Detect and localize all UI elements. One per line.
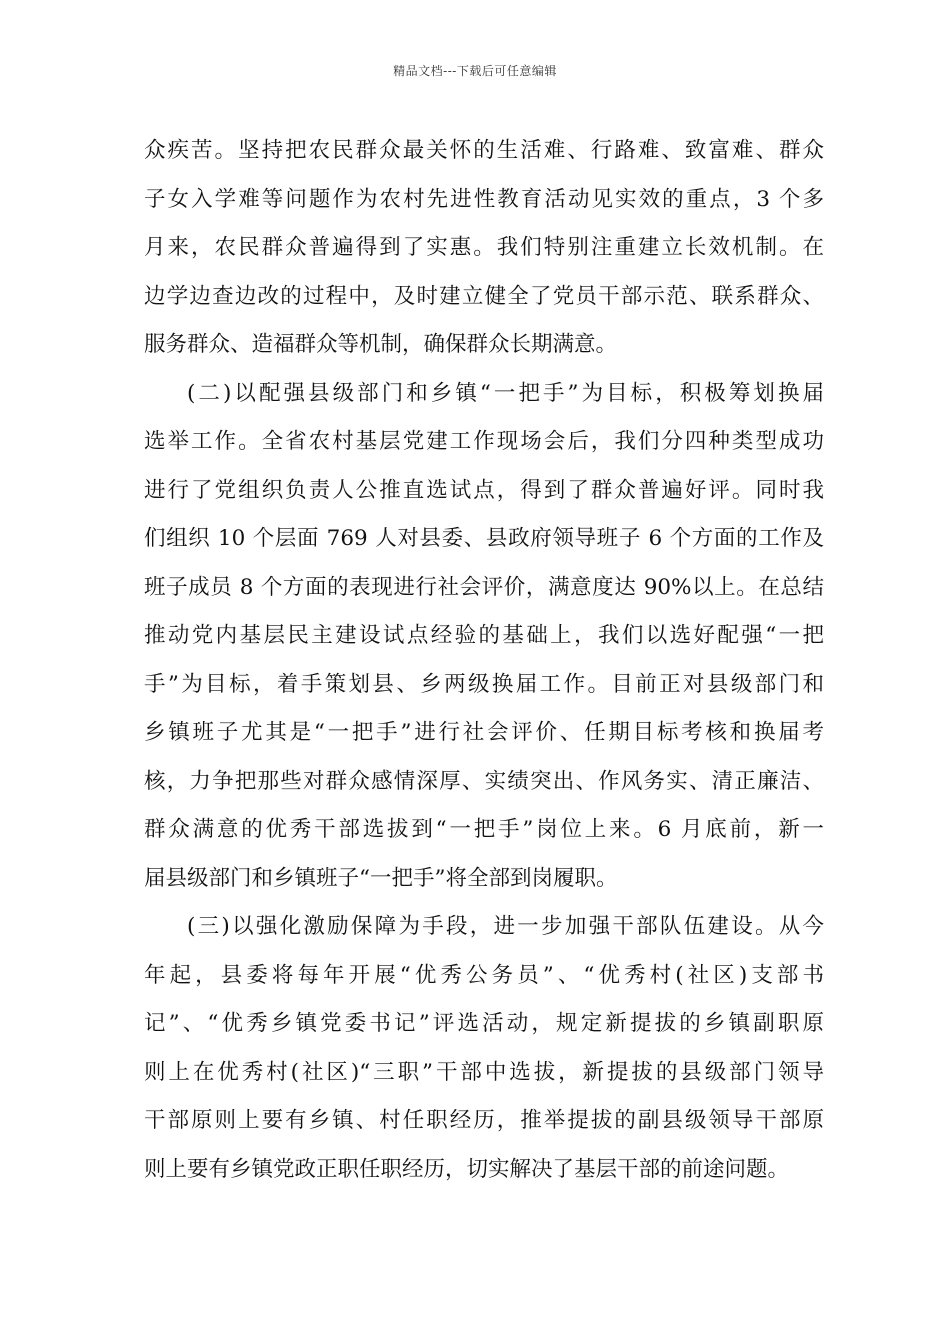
paragraph-2 (144, 370, 824, 904)
text-line: 年起，县委将每年开展“优秀公务员”、“优秀村(社区)支部书 (144, 962, 824, 988)
document-body (144, 127, 824, 1194)
text-line: 乡镇班子尤其是“一把手”进行社会评价、任期目标考核和换届考 (144, 720, 824, 745)
text-line: 边学边查边改的过程中，及时建立健全了党员干部示范、联系群众、 (144, 283, 824, 309)
text-line: 则上要有乡镇党政正职任职经历，切实解决了基层干部的前途问题。 (144, 1156, 790, 1182)
text-line: (二)以配强县级部门和乡镇“一把手”为目标，积极筹划换届 (187, 380, 824, 406)
text-line: 进行了党组织负责人公推直选试点，得到了群众普遍好评。同时我 (144, 477, 824, 503)
text-line: 子女入学难等问题作为农村先进性教育活动见实效的重点，3 个多 (144, 186, 824, 212)
text-line: 服务群众、造福群众等机制，确保群众长期满意。 (144, 332, 618, 357)
text-line: 们组织 10 个层面 769 人对县委、县政府领导班子 6 个方面的工作及 (144, 526, 824, 551)
text-line: 众疾苦。坚持把农民群众最关怀的生活难、行路难、致富难、群众 (144, 138, 824, 163)
text-line: 群众满意的优秀干部选拔到“一把手”岗位上来。6 月底前，新一 (144, 817, 824, 842)
text-line: 届县级部门和乡镇班子“一把手”将全部到岗履职。 (144, 865, 618, 891)
text-line: 记”、“优秀乡镇党委书记”评选活动，规定新提拔的乡镇副职原 (144, 1011, 824, 1036)
page-header: 精品文档---下载后可任意编辑 (393, 64, 557, 78)
paragraph-1 (144, 127, 824, 370)
text-line: 干部原则上要有乡镇、村任职经历，推举提拔的副县级领导干部原 (144, 1108, 824, 1133)
paragraph-3 (144, 903, 824, 1194)
text-line: 手”为目标，着手策划县、乡两级换届工作。目前正对县级部门和 (144, 671, 824, 697)
text-line: 推动党内基层民主建设试点经验的基础上，我们以选好配强“一把 (144, 623, 824, 648)
text-line: 班子成员 8 个方面的表现进行社会评价，满意度达 90%以上。在总结 (144, 574, 824, 600)
text-line: 月来，农民群众普遍得到了实惠。我们特别注重建立长效机制。在 (144, 235, 824, 260)
text-line: (三)以强化激励保障为手段，进一步加强干部队伍建设。从今 (187, 914, 824, 939)
text-line: 选举工作。全省农村基层党建工作现场会后，我们分四种类型成功 (144, 429, 824, 454)
text-line: 核，力争把那些对群众感情深厚、实绩突出、作风务实、清正廉洁、 (144, 768, 824, 794)
text-line: 则上在优秀村(社区)“三职”干部中选拔，新提拔的县级部门领导 (144, 1059, 824, 1085)
